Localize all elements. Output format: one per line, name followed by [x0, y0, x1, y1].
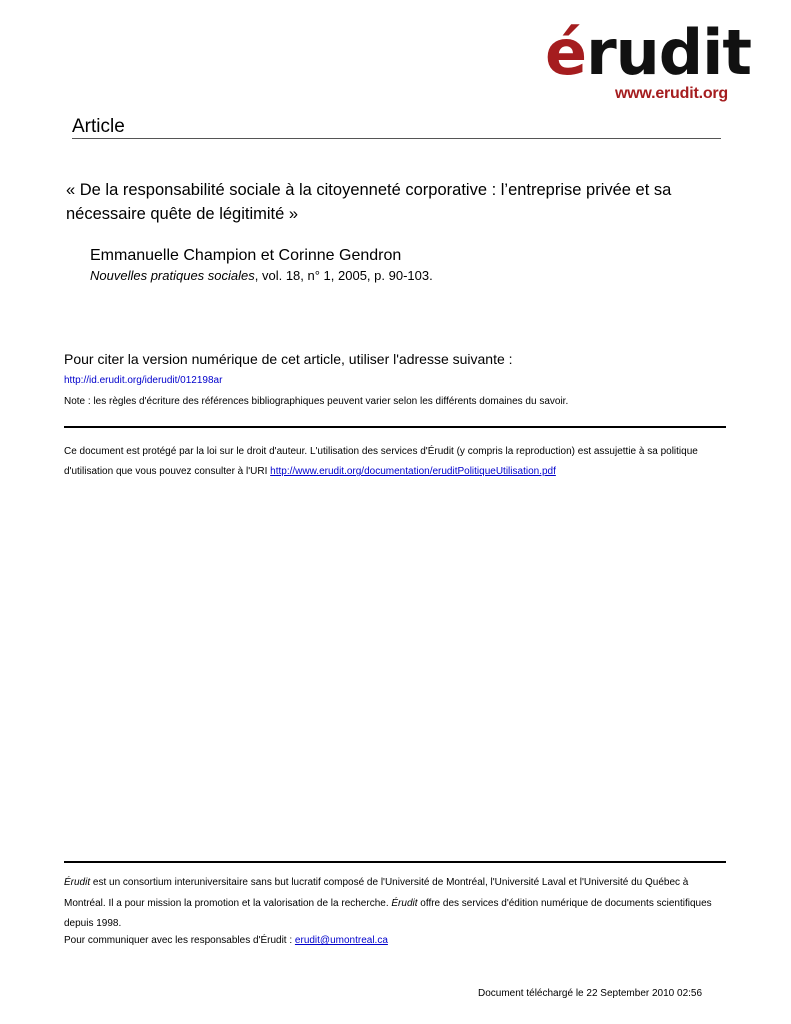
journal-name: Nouvelles pratiques sociales: [90, 268, 255, 283]
copyright-notice: [64, 442, 728, 482]
citation-intro: Pour citer la version numérique de cet article, utiliser l'adresse suivante :: [64, 351, 513, 367]
logo-e-letter: é: [545, 16, 587, 89]
citation-note: Note : les règles d'écriture des références bibliographiques peuvent varier selon les différents domaines du savoir.: [64, 396, 569, 407]
erudit-logo: [545, 16, 752, 108]
contact-email-link[interactable]: erudit@umontreal.ca: [294, 935, 388, 946]
logo-wordmark: [545, 16, 752, 89]
section-label: Article: [72, 116, 125, 137]
article-authors: Emmanuelle Champion et Corinne Gendron: [90, 247, 402, 264]
citation-url-container: [64, 375, 222, 386]
top-divider: [72, 138, 721, 139]
download-timestamp: Document téléchargé le 22 September 2010 02:56: [478, 988, 703, 999]
consortium-text-2: offre des services d'édition numérique de documents scientifiques depuis 1998.: [64, 897, 712, 929]
contact-line: [64, 935, 388, 946]
erudit-name-2: Érudit: [391, 897, 418, 909]
consortium-text-1: est un consortium interuniversitaire sans but lucratif composé de l'Université de Montréal, l'Université Laval et l'Université du Québec à Montréal. Il a pour mission la promotion et la valorisation de la recherche.: [64, 877, 689, 909]
contact-text: Pour communiquer avec les responsables d'Érudit :: [64, 935, 295, 946]
journal-details: , vol. 18, n° 1, 2005, p. 90-103.: [254, 268, 433, 283]
logo-rest: rudit: [586, 16, 752, 89]
middle-divider: [64, 426, 726, 428]
article-title: « De la responsabilité sociale à la citoyenneté corporative : l’entreprise privée et sa nécessaire quête de légitimité »: [66, 181, 672, 223]
journal-reference: [90, 268, 433, 283]
logo-url: www.erudit.org: [614, 85, 728, 102]
citation-link[interactable]: http://id.erudit.org/iderudit/012198ar: [64, 375, 223, 386]
erudit-name-1: Érudit: [64, 877, 91, 888]
bottom-divider: [64, 861, 726, 863]
copyright-text: Ce document est protégé par la loi sur le droit d'auteur. L'utilisation des services d'Érudit (y compris la reproduction) est assujettie à sa politique d'utilisation que vous pouvez consulter à l'URI: [64, 446, 698, 477]
consortium-description: [64, 873, 728, 935]
policy-link[interactable]: http://www.erudit.org/documentation/eruditPolitiqueUtilisation.pdf: [270, 466, 556, 477]
